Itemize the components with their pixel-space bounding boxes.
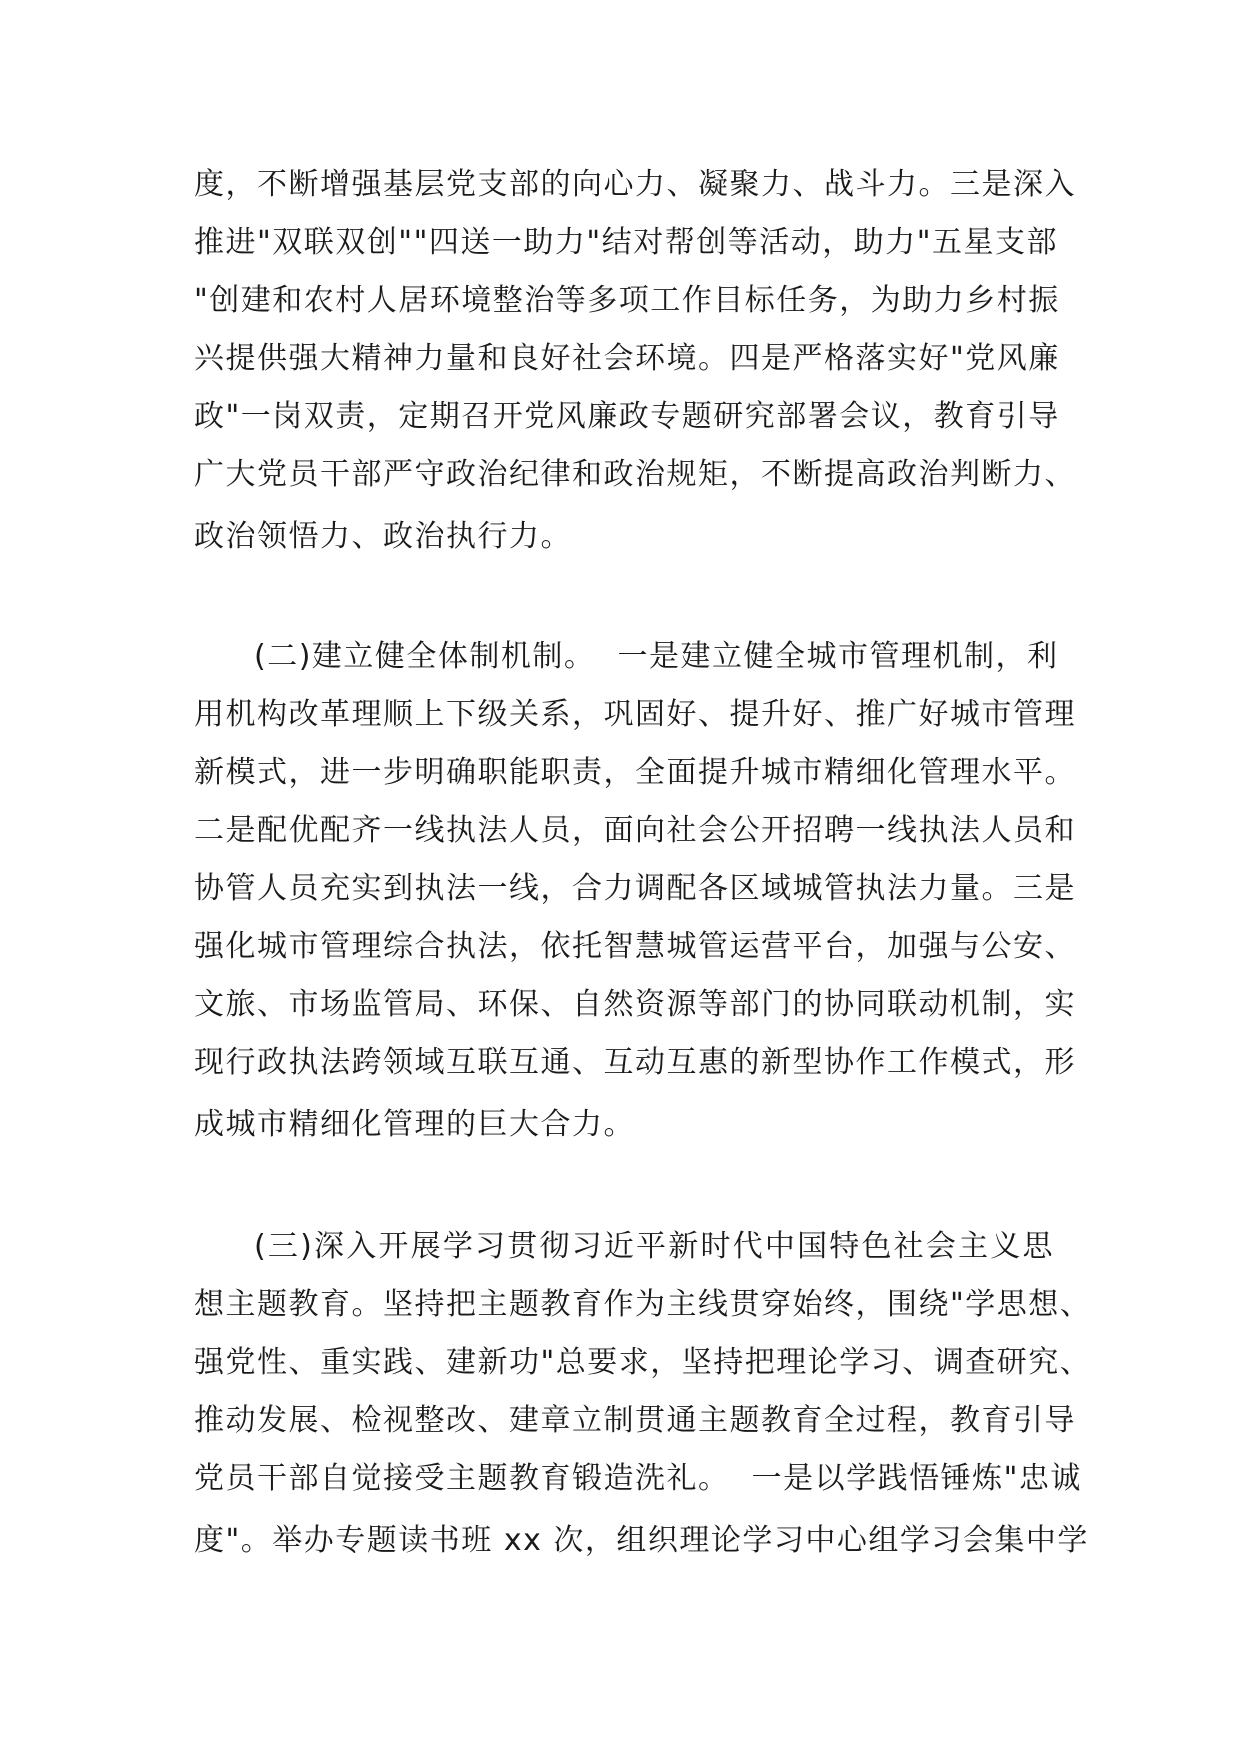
- paragraph-2-line-3: 新模式，进一步明确职能职责，全面提升城市精细化管理水平。: [194, 755, 1076, 790]
- paragraph-2-line-9: 成城市精细化管理的巨大合力。: [194, 1107, 635, 1142]
- paragraph-3-line-4: 推动发展、检视整改、建章立制贯通主题教育全过程，教育引导: [194, 1403, 1076, 1438]
- paragraph-1-line-4: 兴提供强大精神力量和良好社会环境。四是严格落实好"党风廉: [194, 341, 1060, 376]
- paragraph-3-line-6: 度"。举办专题读书班 xx 次，组织理论学习中心组学习会集中学: [194, 1523, 1089, 1558]
- paragraph-3-line-1: (三)深入开展学习贯彻习近平新时代中国特色社会主义思: [254, 1229, 1054, 1264]
- paragraph-1-line-6: 广大党员干部严守政治纪律和政治规矩，不断提高政治判断力、: [194, 457, 1076, 492]
- paragraph-1-line-3: "创建和农村人居环境整治等多项工作目标任务，为助力乡村振: [194, 283, 1060, 318]
- paragraph-2-line-2: 用机构改革理顺上下级关系，巩固好、提升好、推广好城市管理: [194, 697, 1076, 732]
- paragraph-2-line-8: 现行政执法跨领域互联互通、互动互惠的新型协作工作模式，形: [194, 1045, 1076, 1080]
- paragraph-2-line-5: 协管人员充实到执法一线，合力调配各区域城管执法力量。三是: [194, 871, 1076, 906]
- paragraph-2-line-1: (二)建立健全体制机制。 一是建立健全城市管理机制，利: [254, 639, 1059, 674]
- paragraph-3-line-2: 想主题教育。坚持把主题教育作为主线贯穿始终，围绕"学思想、: [194, 1287, 1092, 1322]
- paragraph-1-line-5: 政"一岗双责，定期召开党风廉政专题研究部署会议，教育引导: [194, 399, 1060, 434]
- paragraph-1-line-2: 推进"双联双创""四送一助力"结对帮创等活动，助力"五星支部: [194, 225, 1058, 260]
- paragraph-1-line-7: 政治领悟力、政治执行力。: [194, 519, 572, 554]
- paragraph-1-line-1: 度，不断增强基层党支部的向心力、凝聚力、战斗力。三是深入: [194, 167, 1076, 202]
- paragraph-2-line-7: 文旅、市场监管局、环保、自然资源等部门的协同联动机制，实: [194, 987, 1076, 1022]
- paragraph-2-line-6: 强化城市管理综合执法，依托智慧城管运营平台，加强与公安、: [194, 929, 1076, 964]
- paragraph-2-line-4: 二是配优配齐一线执法人员，面向社会公开招聘一线执法人员和: [194, 813, 1076, 848]
- paragraph-3-line-3: 强党性、重实践、建新功"总要求，坚持把理论学习、调查研究、: [194, 1345, 1092, 1380]
- paragraph-3-line-5: 党员干部自觉接受主题教育锻造洗礼。 一是以学践悟锤炼"忠诚: [194, 1461, 1082, 1496]
